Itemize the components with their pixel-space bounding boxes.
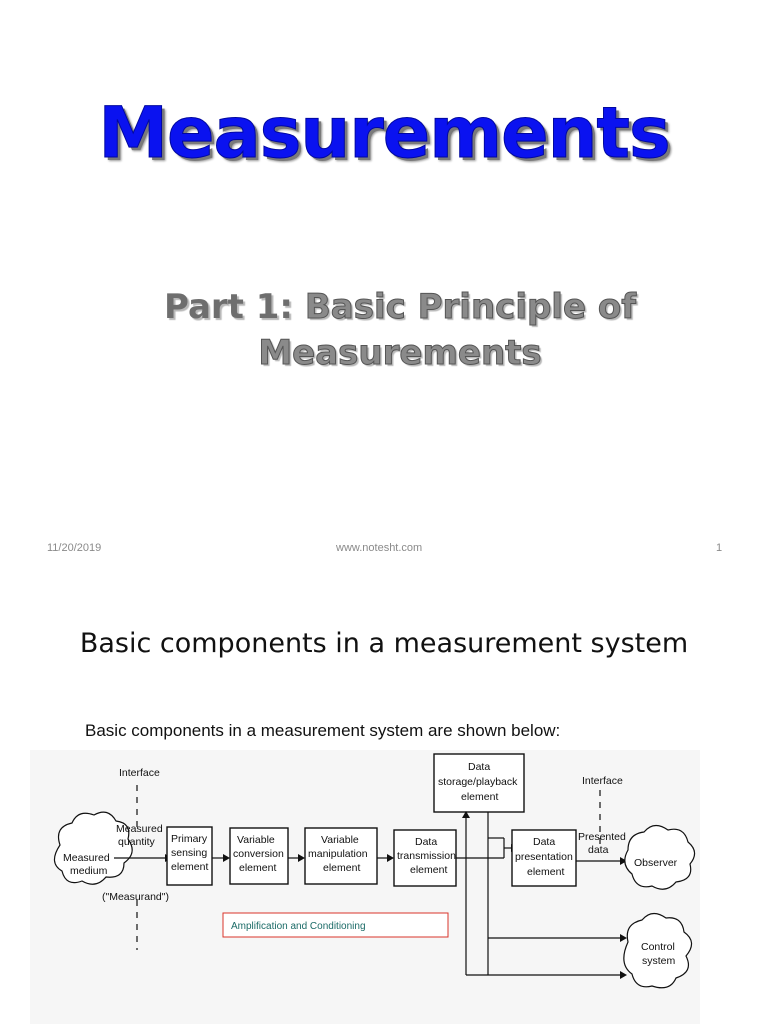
variable-conversion-line1: Variable [237, 834, 275, 846]
interface-left-label: Interface [119, 767, 160, 779]
primary-sensing-line2: sensing [171, 847, 208, 859]
interface-right-label: Interface [582, 775, 623, 787]
control-system-line1: Control [641, 941, 675, 953]
footer-page-number: 1 [716, 542, 723, 554]
primary-sensing-line3: element [171, 861, 209, 873]
arrowhead [223, 854, 230, 862]
slide-intro: Basic components in a measurement system are shown below: [85, 721, 561, 740]
data-presentation-line3: element [527, 866, 565, 878]
subtitle-line2: Measurements [258, 333, 542, 373]
measured-quantity-line2: quantity [118, 836, 155, 848]
data-storage-line2: storage/playback [438, 776, 518, 788]
control-system-line2: system [642, 955, 676, 967]
data-storage-line1: Data [468, 761, 491, 773]
data-transmission-line3: element [410, 864, 448, 876]
amplification-note: Amplification and Conditioning [231, 921, 366, 932]
primary-sensing-line1: Primary [171, 833, 208, 845]
variable-conversion-line2: conversion [233, 848, 284, 860]
presented-data-line1: Presented [578, 831, 626, 843]
variable-conversion-line3: element [239, 862, 277, 874]
arrowhead [620, 971, 627, 979]
variable-manipulation-line1: Variable [321, 834, 359, 846]
slide-heading: Basic components in a measurement system [79, 628, 689, 659]
arrowhead [620, 934, 627, 942]
slide-title: Measurements [98, 92, 670, 174]
measured-quantity-line1: Measured [116, 823, 163, 835]
arrowhead [298, 854, 305, 862]
measurement-system-diagram [30, 750, 700, 1024]
data-presentation-line2: presentation [515, 851, 573, 863]
footer-site: www.notesht.com [336, 542, 423, 554]
subtitle-prefix: Part 1: [163, 287, 294, 327]
observer-label: Observer [634, 857, 678, 869]
measured-medium-line2: medium [70, 865, 108, 877]
slide-subtitle [150, 284, 650, 376]
subtitle-line1: Basic Principle of [304, 287, 637, 327]
data-transmission-line1: Data [415, 836, 438, 848]
slide-2 [0, 580, 768, 1024]
variable-manipulation-line2: manipulation [308, 848, 368, 860]
data-transmission-line2: transmission [397, 850, 456, 862]
measurand-label: ("Measurand") [102, 891, 169, 903]
presented-data-line2: data [588, 844, 609, 856]
arrowhead [387, 854, 394, 862]
data-storage-line3: element [461, 791, 499, 803]
measured-medium-line1: Measured [63, 852, 110, 864]
footer-date: 11/20/2019 [47, 542, 102, 554]
variable-manipulation-line3: element [323, 862, 361, 874]
data-presentation-line1: Data [533, 836, 556, 848]
